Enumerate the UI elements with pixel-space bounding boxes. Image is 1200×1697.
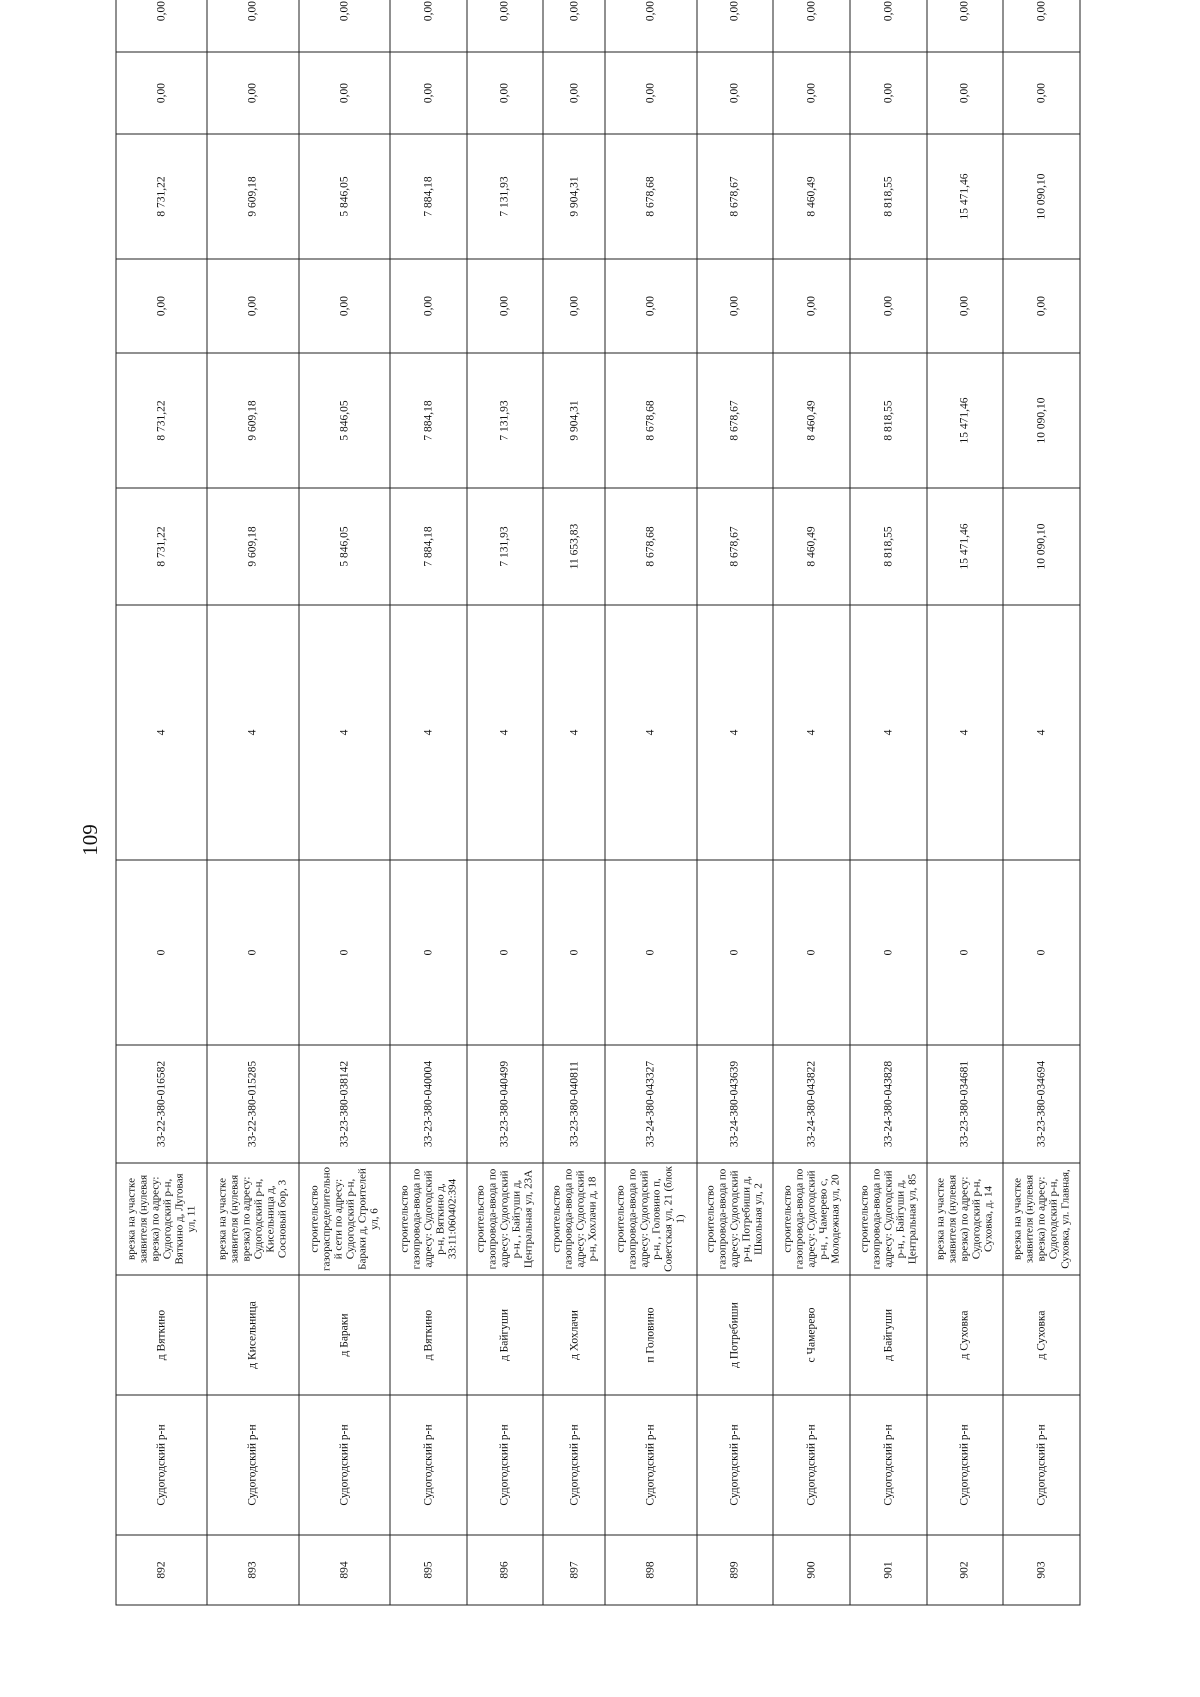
value-cell: 8 731,22 [116, 488, 207, 605]
value-cell: 9 904,31 [543, 353, 605, 488]
table-row [390, 0, 467, 1605]
value-cell: 8 818,55 [850, 353, 927, 488]
value-cell: 8 731,22 [116, 134, 207, 259]
rotated-table-wrapper [116, 0, 1081, 1606]
settlement-cell: д Хохлачи [543, 1275, 605, 1395]
table-row [207, 0, 298, 1605]
district-cell: Судогодский р-н [116, 1395, 207, 1535]
district-cell: Судогодский р-н [1003, 1395, 1080, 1535]
value-cell: 7 131,93 [467, 488, 544, 605]
zero-cell: 0 [467, 860, 544, 1045]
zero-cell: 0 [207, 860, 298, 1045]
district-cell: Судогодский р-н [927, 1395, 1004, 1535]
value-cell: 0,00 [605, 259, 696, 353]
value-cell: 5 846,05 [299, 353, 390, 488]
settlement-cell: д Бараки [299, 1275, 390, 1395]
register-table [116, 0, 1081, 1606]
cadastral-cell: 33-23-380-040499 [467, 1045, 544, 1163]
settlement-cell: с Чамерево [773, 1275, 850, 1395]
value-cell: 9 904,31 [543, 134, 605, 259]
value-cell: 0,00 [116, 259, 207, 353]
value-cell: 0,00 [697, 0, 774, 52]
value-cell: 9 609,18 [207, 353, 298, 488]
category-cell: 4 [543, 605, 605, 860]
value-cell: 15 471,46 [927, 353, 1004, 488]
district-cell: Судогодский р-н [850, 1395, 927, 1535]
value-cell: 7 131,93 [467, 353, 544, 488]
row-number: 899 [697, 1535, 774, 1605]
value-cell: 0,00 [207, 259, 298, 353]
description-cell: строительство газопровода-ввода по адресу: Судогодский р-н, , Чамерево с, Молодежная ул, 20 [773, 1163, 850, 1275]
value-cell: 9 609,18 [207, 134, 298, 259]
description-cell: врезка на участке заявителя (нулевая врезка) по адресу: Судогодский р-н, Кисельница д, Сосновый бор, 3 [207, 1163, 298, 1275]
value-cell: 8 678,67 [697, 488, 774, 605]
value-cell: 0,00 [299, 52, 390, 134]
settlement-cell: д Вяткино [390, 1275, 467, 1395]
cadastral-cell: 33-23-380-038142 [299, 1045, 390, 1163]
category-cell: 4 [116, 605, 207, 860]
value-cell: 15 471,46 [927, 488, 1004, 605]
value-cell: 0,00 [773, 52, 850, 134]
category-cell: 4 [1003, 605, 1080, 860]
settlement-cell: д Потребиши [697, 1275, 774, 1395]
value-cell: 0,00 [927, 0, 1004, 52]
district-cell: Судогодский р-н [299, 1395, 390, 1535]
settlement-cell: д Байгуши [467, 1275, 544, 1395]
value-cell: 0,00 [850, 0, 927, 52]
value-cell: 0,00 [927, 52, 1004, 134]
settlement-cell: п Головино [605, 1275, 696, 1395]
description-cell: строительство газопровода-ввода по адресу: Судогодский р-н, , Байгуши д, Центральная ул, 85 [850, 1163, 927, 1275]
cadastral-cell: 33-24-380-043828 [850, 1045, 927, 1163]
table-row [1003, 0, 1080, 1605]
table-row [850, 0, 927, 1605]
description-cell: врезка на участке заявителя (нулевая врезка) по адресу: Судогодский р-н, Суховка, ул. Главная, [1003, 1163, 1080, 1275]
value-cell: 0,00 [543, 52, 605, 134]
cadastral-cell: 33-23-380-034681 [927, 1045, 1004, 1163]
value-cell: 8 678,67 [697, 353, 774, 488]
cadastral-cell: 33-23-380-040004 [390, 1045, 467, 1163]
page-number: 109 [78, 824, 102, 856]
value-cell: 0,00 [116, 0, 207, 52]
district-cell: Судогодский р-н [697, 1395, 774, 1535]
value-cell: 8 678,68 [605, 488, 696, 605]
zero-cell: 0 [390, 860, 467, 1045]
value-cell: 5 846,05 [299, 488, 390, 605]
zero-cell: 0 [697, 860, 774, 1045]
value-cell: 8 678,68 [605, 353, 696, 488]
value-cell: 8 818,55 [850, 134, 927, 259]
zero-cell: 0 [543, 860, 605, 1045]
row-number: 897 [543, 1535, 605, 1605]
category-cell: 4 [697, 605, 774, 860]
zero-cell: 0 [773, 860, 850, 1045]
value-cell: 10 090,10 [1003, 134, 1080, 259]
value-cell: 0,00 [467, 259, 544, 353]
value-cell: 0,00 [850, 52, 927, 134]
value-cell: 9 609,18 [207, 488, 298, 605]
value-cell: 7 131,93 [467, 134, 544, 259]
zero-cell: 0 [927, 860, 1004, 1045]
description-cell: врезка на участке заявителя (нулевая врезка) по адресу: Судогодский р-н, Вяткино д, Луговая ул, 11 [116, 1163, 207, 1275]
zero-cell: 0 [299, 860, 390, 1045]
description-cell: строительство газопровода-ввода по адресу: Судогодский р-н, , Головино п, Советская ул, 21 (блок 1) [605, 1163, 696, 1275]
value-cell: 8 460,49 [773, 488, 850, 605]
description-cell: врезка на участке заявителя (нулевая врезка) по адресу: Судогодский р-н, Суховка, д. 14 [927, 1163, 1004, 1275]
value-cell: 0,00 [390, 52, 467, 134]
description-cell: строительство газопровода-ввода по адресу: Судогодский р-н, , Байгуши д, Центральная ул, 23А [467, 1163, 544, 1275]
value-cell: 10 090,10 [1003, 488, 1080, 605]
value-cell: 0,00 [605, 52, 696, 134]
description-cell: строительство газопровода-ввода по адресу: Судогодский р-н, Потребиши д, Школьная ул, 2 [697, 1163, 774, 1275]
table-row [773, 0, 850, 1605]
value-cell: 15 471,46 [927, 134, 1004, 259]
value-cell: 0,00 [299, 0, 390, 52]
row-number: 902 [927, 1535, 1004, 1605]
value-cell: 8 678,68 [605, 134, 696, 259]
cadastral-cell: 33-24-380-043822 [773, 1045, 850, 1163]
description-cell: строительство газораспределительной сети по адресу: Судогодский р-н, Бараки д, Строителей ул, 6 [299, 1163, 390, 1275]
value-cell: 7 884,18 [390, 134, 467, 259]
category-cell: 4 [927, 605, 1004, 860]
value-cell: 11 653,83 [543, 488, 605, 605]
value-cell: 8 678,67 [697, 134, 774, 259]
row-number: 901 [850, 1535, 927, 1605]
table-row [299, 0, 390, 1605]
value-cell: 0,00 [390, 259, 467, 353]
row-number: 898 [605, 1535, 696, 1605]
cadastral-cell: 33-22-380-015285 [207, 1045, 298, 1163]
value-cell: 0,00 [1003, 0, 1080, 52]
value-cell: 0,00 [299, 259, 390, 353]
cadastral-cell: 33-24-380-043639 [697, 1045, 774, 1163]
value-cell: 0,00 [605, 0, 696, 52]
cadastral-cell: 33-24-380-043327 [605, 1045, 696, 1163]
category-cell: 4 [390, 605, 467, 860]
table-row [927, 0, 1004, 1605]
zero-cell: 0 [850, 860, 927, 1045]
row-number: 896 [467, 1535, 544, 1605]
category-cell: 4 [773, 605, 850, 860]
value-cell: 0,00 [543, 259, 605, 353]
settlement-cell: д Вяткино [116, 1275, 207, 1395]
category-cell: 4 [467, 605, 544, 860]
row-number: 893 [207, 1535, 298, 1605]
settlement-cell: д Суховка [927, 1275, 1004, 1395]
row-number: 900 [773, 1535, 850, 1605]
value-cell: 0,00 [467, 52, 544, 134]
zero-cell: 0 [1003, 860, 1080, 1045]
description-cell: строительство газопровода-ввода по адресу: Судогодский р-н, Хохлачи д, 18 [543, 1163, 605, 1275]
zero-cell: 0 [116, 860, 207, 1045]
value-cell: 0,00 [773, 0, 850, 52]
category-cell: 4 [850, 605, 927, 860]
settlement-cell: д Суховка [1003, 1275, 1080, 1395]
category-cell: 4 [207, 605, 298, 860]
value-cell: 8 731,22 [116, 353, 207, 488]
value-cell: 0,00 [697, 52, 774, 134]
value-cell: 0,00 [207, 52, 298, 134]
district-cell: Судогодский р-н [543, 1395, 605, 1535]
row-number: 903 [1003, 1535, 1080, 1605]
value-cell: 0,00 [773, 259, 850, 353]
value-cell: 0,00 [1003, 259, 1080, 353]
value-cell: 0,00 [207, 0, 298, 52]
register-table-body [116, 0, 1080, 1605]
value-cell: 0,00 [850, 259, 927, 353]
value-cell: 5 846,05 [299, 134, 390, 259]
cadastral-cell: 33-23-380-034694 [1003, 1045, 1080, 1163]
row-number: 895 [390, 1535, 467, 1605]
row-number: 892 [116, 1535, 207, 1605]
value-cell: 0,00 [390, 0, 467, 52]
table-row [697, 0, 774, 1605]
table-row [605, 0, 696, 1605]
zero-cell: 0 [605, 860, 696, 1045]
district-cell: Судогодский р-н [773, 1395, 850, 1535]
value-cell: 7 884,18 [390, 353, 467, 488]
description-cell: строительство газопровода-ввода по адресу: Судогодский р-н, Вяткино д, 33:11:060402:394 [390, 1163, 467, 1275]
table-row [467, 0, 544, 1605]
value-cell: 10 090,10 [1003, 353, 1080, 488]
value-cell: 0,00 [543, 0, 605, 52]
settlement-cell: д Байгуши [850, 1275, 927, 1395]
value-cell: 0,00 [1003, 52, 1080, 134]
settlement-cell: д Кисельница [207, 1275, 298, 1395]
value-cell: 8 460,49 [773, 353, 850, 488]
cadastral-cell: 33-23-380-040811 [543, 1045, 605, 1163]
category-cell: 4 [605, 605, 696, 860]
table-row [543, 0, 605, 1605]
cadastral-cell: 33-22-380-016582 [116, 1045, 207, 1163]
value-cell: 0,00 [116, 52, 207, 134]
category-cell: 4 [299, 605, 390, 860]
table-row [116, 0, 207, 1605]
value-cell: 8 460,49 [773, 134, 850, 259]
district-cell: Судогодский р-н [207, 1395, 298, 1535]
district-cell: Судогодский р-н [467, 1395, 544, 1535]
value-cell: 7 884,18 [390, 488, 467, 605]
value-cell: 0,00 [927, 259, 1004, 353]
value-cell: 0,00 [697, 259, 774, 353]
district-cell: Судогодский р-н [390, 1395, 467, 1535]
district-cell: Судогодский р-н [605, 1395, 696, 1535]
value-cell: 0,00 [467, 0, 544, 52]
value-cell: 8 818,55 [850, 488, 927, 605]
row-number: 894 [299, 1535, 390, 1605]
